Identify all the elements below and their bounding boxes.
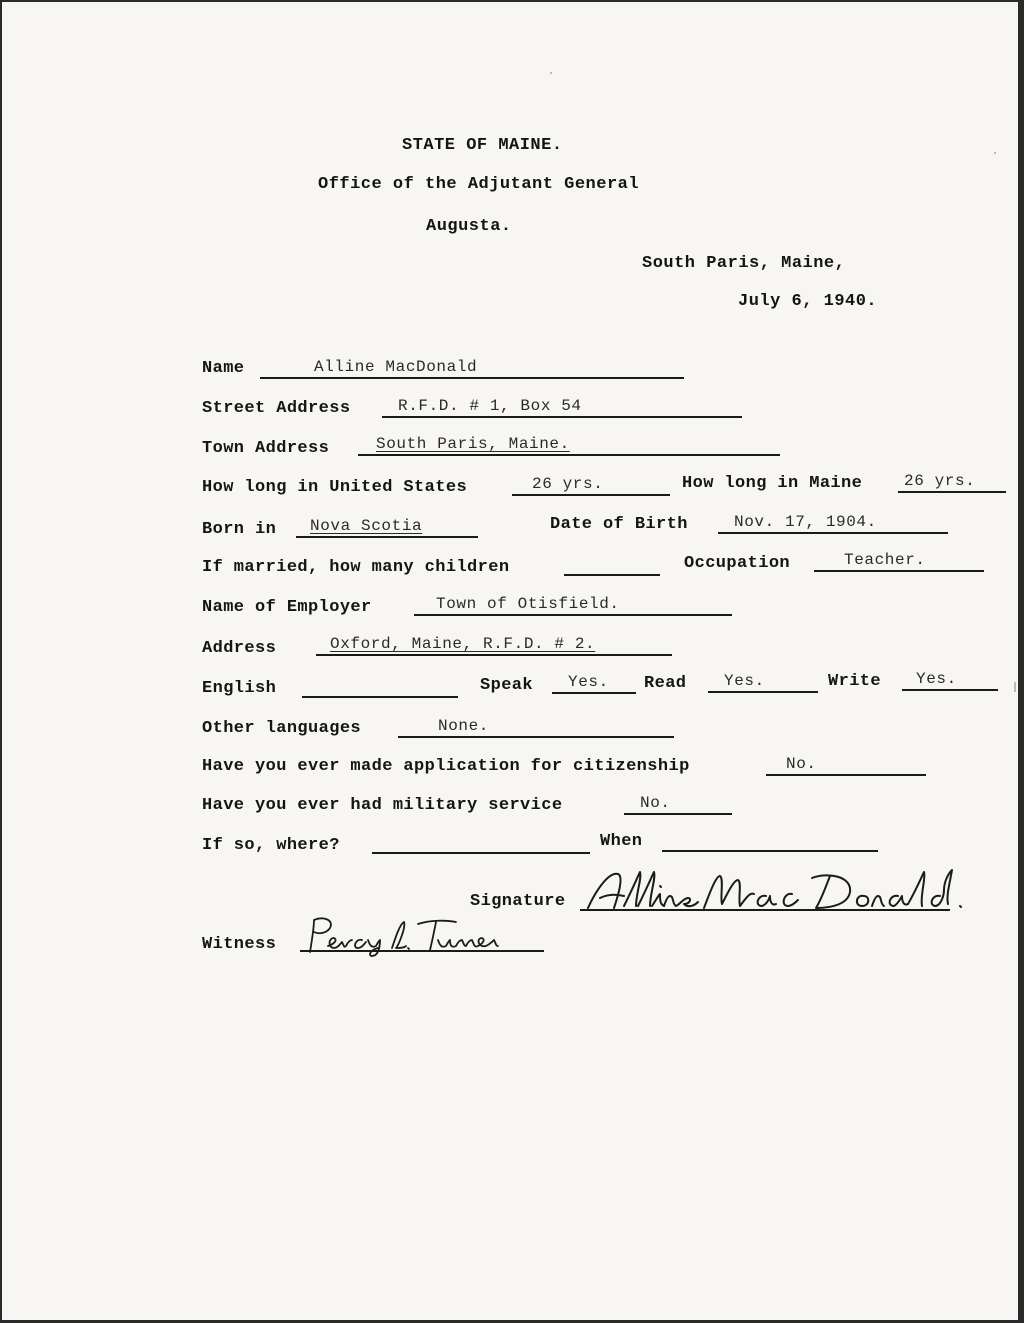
signature-label: Signature: [470, 892, 566, 911]
years-maine-value: 26 yrs.: [904, 472, 976, 490]
other-languages-value: None.: [438, 717, 490, 735]
write-label: Write: [828, 672, 882, 691]
right-dot: [994, 152, 996, 154]
date-of-birth-label: Date of Birth: [550, 515, 688, 534]
english-field[interactable]: [302, 674, 458, 698]
speak-label: Speak: [480, 676, 534, 695]
children-label: If married, how many children: [202, 558, 510, 577]
write-value: Yes.: [916, 670, 957, 688]
military-value: No.: [640, 794, 671, 812]
other-languages-field[interactable]: [398, 714, 674, 738]
address-label: Address: [202, 639, 277, 658]
military-label: Have you ever had military service: [202, 796, 563, 815]
speak-field[interactable]: [552, 670, 636, 694]
occupation-value: Teacher.: [844, 551, 926, 569]
witness-handwriting: [300, 912, 520, 958]
years-us-value: 26 yrs.: [532, 475, 604, 493]
born-in-label: Born in: [202, 520, 277, 539]
employer-field[interactable]: [414, 592, 732, 616]
header-date: July 6, 1940.: [738, 292, 878, 311]
name-value: Alline MacDonald: [314, 358, 478, 376]
military-field[interactable]: [624, 791, 732, 815]
street-address-label: Street Address: [202, 399, 351, 418]
read-field[interactable]: [708, 669, 818, 693]
citizenship-field[interactable]: [766, 752, 926, 776]
read-label: Read: [644, 674, 687, 693]
when-label: When: [600, 832, 643, 851]
street-address-field[interactable]: [382, 394, 742, 418]
town-address-field[interactable]: [358, 432, 780, 456]
street-address-value: R.F.D. # 1, Box 54: [398, 397, 582, 415]
where-label: If so, where?: [202, 836, 340, 855]
citizenship-label: Have you ever made application for citizenship: [202, 757, 690, 776]
document-page: [2, 2, 1018, 1320]
born-in-value: Nova Scotia: [310, 517, 423, 535]
years-maine-label: How long in Maine: [682, 474, 863, 493]
children-field[interactable]: [564, 552, 660, 576]
signature-handwriting: [580, 864, 970, 920]
address-value: Oxford, Maine, R.F.D. # 2.: [330, 635, 596, 653]
english-label: English: [202, 679, 277, 698]
years-us-label: How long in United States: [202, 478, 468, 497]
write-field[interactable]: [902, 667, 998, 691]
speak-value: Yes.: [568, 673, 609, 691]
years-maine-field[interactable]: [898, 469, 1006, 493]
name-field[interactable]: [260, 355, 684, 379]
address-field[interactable]: [316, 632, 672, 656]
employer-value: Town of Otisfield.: [436, 595, 620, 613]
header-office: Office of the Adjutant General: [318, 175, 640, 194]
town-address-value: South Paris, Maine.: [376, 435, 570, 453]
occupation-field[interactable]: [814, 548, 984, 572]
header-state: STATE OF MAINE.: [402, 136, 563, 155]
header-city: Augusta.: [426, 217, 512, 236]
date-of-birth-field[interactable]: [718, 510, 948, 534]
other-languages-label: Other languages: [202, 719, 362, 738]
town-address-label: Town Address: [202, 439, 330, 458]
witness-label: Witness: [202, 935, 277, 954]
read-value: Yes.: [724, 672, 765, 690]
header-place: South Paris, Maine,: [642, 254, 846, 273]
born-in-field[interactable]: [296, 514, 478, 538]
name-label: Name: [202, 359, 245, 378]
right-edge-mark: [1014, 682, 1016, 692]
when-field[interactable]: [662, 828, 878, 852]
date-of-birth-value: Nov. 17, 1904.: [734, 513, 877, 531]
where-field[interactable]: [372, 830, 590, 854]
years-us-field[interactable]: [512, 472, 670, 496]
citizenship-value: No.: [786, 755, 817, 773]
occupation-label: Occupation: [684, 554, 791, 573]
employer-label: Name of Employer: [202, 598, 372, 617]
top-dot: [550, 72, 552, 74]
